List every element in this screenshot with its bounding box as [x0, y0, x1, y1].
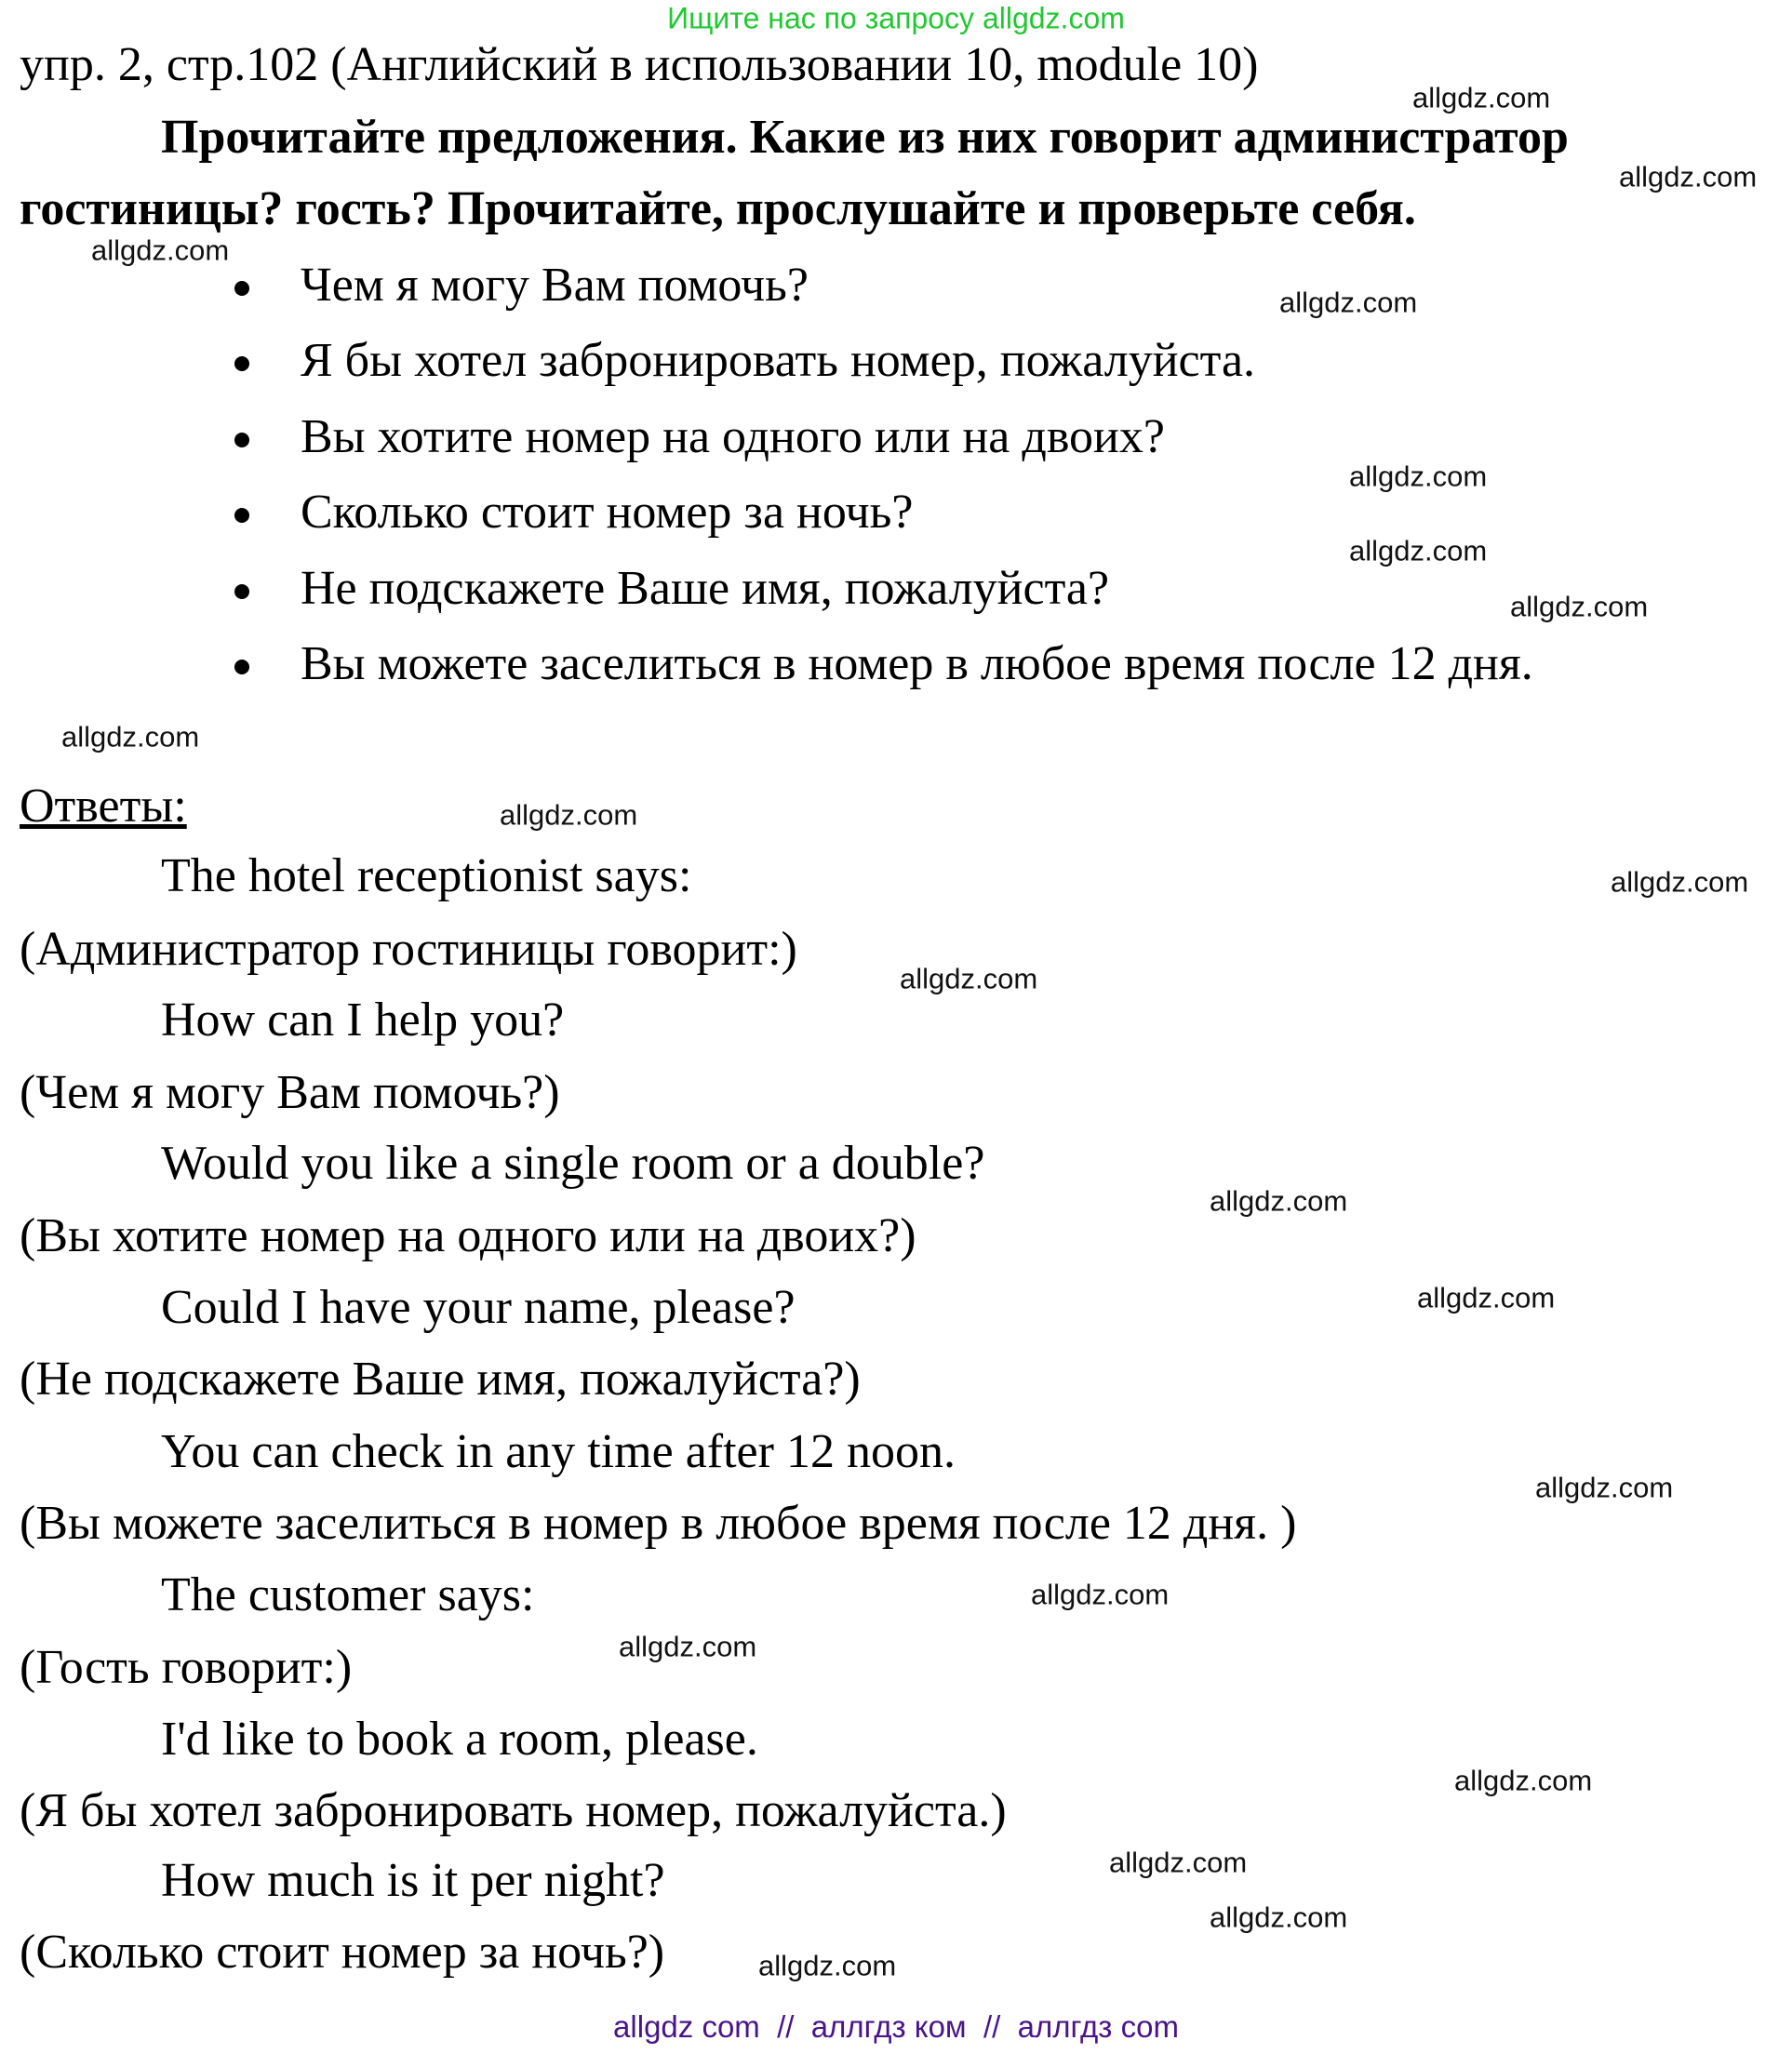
- watermark: allgdz.com: [1279, 286, 1418, 319]
- bullet-icon: [234, 281, 249, 296]
- bullet-item: Сколько стоит номер за ночь?: [301, 486, 914, 539]
- answer-line: Could I have your name, please?: [161, 1281, 796, 1334]
- answer-line: (Я бы хотел забронировать номер, пожалуйста.): [20, 1784, 1007, 1837]
- watermark: allgdz.com: [1349, 460, 1488, 493]
- answer-line: (Вы можете заселиться в номер в любое время после 12 дня. ): [20, 1497, 1297, 1550]
- bullet-item: Не подскажете Ваше имя, пожалуйста?: [301, 562, 1110, 615]
- bullet-item: Вы можете заселиться в номер в любое время после 12 дня.: [301, 637, 1533, 690]
- watermark: allgdz.com: [619, 1630, 757, 1663]
- bullet-icon: [234, 584, 249, 599]
- answer-line: How can I help you?: [161, 994, 565, 1047]
- answer-line: (Гость говорит:): [20, 1641, 353, 1694]
- watermark: allgdz.com: [1210, 1184, 1348, 1218]
- bullet-icon: [234, 356, 249, 371]
- answer-line: (Не подскажете Ваше имя, пожалуйста?): [20, 1353, 861, 1406]
- bullet-item: Вы хотите номер на одного или на двоих?: [301, 410, 1165, 463]
- watermark: allgdz.com: [900, 962, 1038, 995]
- top-banner: Ищите нас по запросу allgdz.com: [667, 1, 1125, 35]
- answer-line: I'd like to book a room, please.: [161, 1713, 758, 1766]
- task-line-2: гостиницы? гость? Прочитайте, прослушайте и проверьте себя.: [20, 182, 1416, 235]
- watermark: allgdz.com: [91, 233, 230, 267]
- watermark: allgdz.com: [1535, 1471, 1674, 1504]
- exercise-title: упр. 2, стр.102 (Английский в использовании 10, module 10): [20, 38, 1259, 91]
- answers-heading: Ответы:: [20, 780, 187, 833]
- watermark: allgdz.com: [500, 798, 638, 832]
- watermark: allgdz.com: [1611, 865, 1749, 899]
- bullet-item: Я бы хотел забронировать номер, пожалуйста.: [301, 334, 1256, 387]
- answer-line: How much is it per night?: [161, 1854, 665, 1907]
- watermark: allgdz.com: [1349, 534, 1488, 567]
- answer-line: (Администратор гостиницы говорит:): [20, 923, 797, 976]
- watermark: allgdz.com: [1454, 1764, 1593, 1797]
- watermark: allgdz.com: [1510, 590, 1649, 623]
- bullet-icon: [234, 433, 249, 447]
- watermark: allgdz.com: [1412, 81, 1551, 114]
- watermark: allgdz.com: [758, 1949, 897, 1982]
- answer-line: The hotel receptionist says:: [161, 849, 692, 902]
- answer-line: Would you like a single room or a double?: [161, 1137, 985, 1190]
- watermark: allgdz.com: [1031, 1578, 1170, 1611]
- watermark: allgdz.com: [61, 720, 200, 754]
- bullet-icon: [234, 660, 249, 674]
- watermark: allgdz.com: [1109, 1846, 1248, 1879]
- bullet-item: Чем я могу Вам помочь?: [301, 259, 809, 312]
- answer-line: The customer says:: [161, 1568, 535, 1621]
- answer-line: (Вы хотите номер на одного или на двоих?): [20, 1209, 916, 1262]
- answer-line: You can check in any time after 12 noon.: [161, 1425, 956, 1478]
- watermark: allgdz.com: [1210, 1901, 1348, 1934]
- answer-line: (Чем я могу Вам помочь?): [20, 1066, 560, 1119]
- task-line-1: Прочитайте предложения. Какие из них говорит администратор: [161, 111, 1569, 164]
- answer-line: (Сколько стоит номер за ночь?): [20, 1926, 665, 1979]
- bullet-icon: [234, 508, 249, 523]
- watermark: allgdz.com: [1619, 160, 1758, 193]
- watermark: allgdz.com: [1417, 1281, 1556, 1314]
- footer-links: allgdz com // аллгдз ком // аллгдз com: [613, 2009, 1179, 2044]
